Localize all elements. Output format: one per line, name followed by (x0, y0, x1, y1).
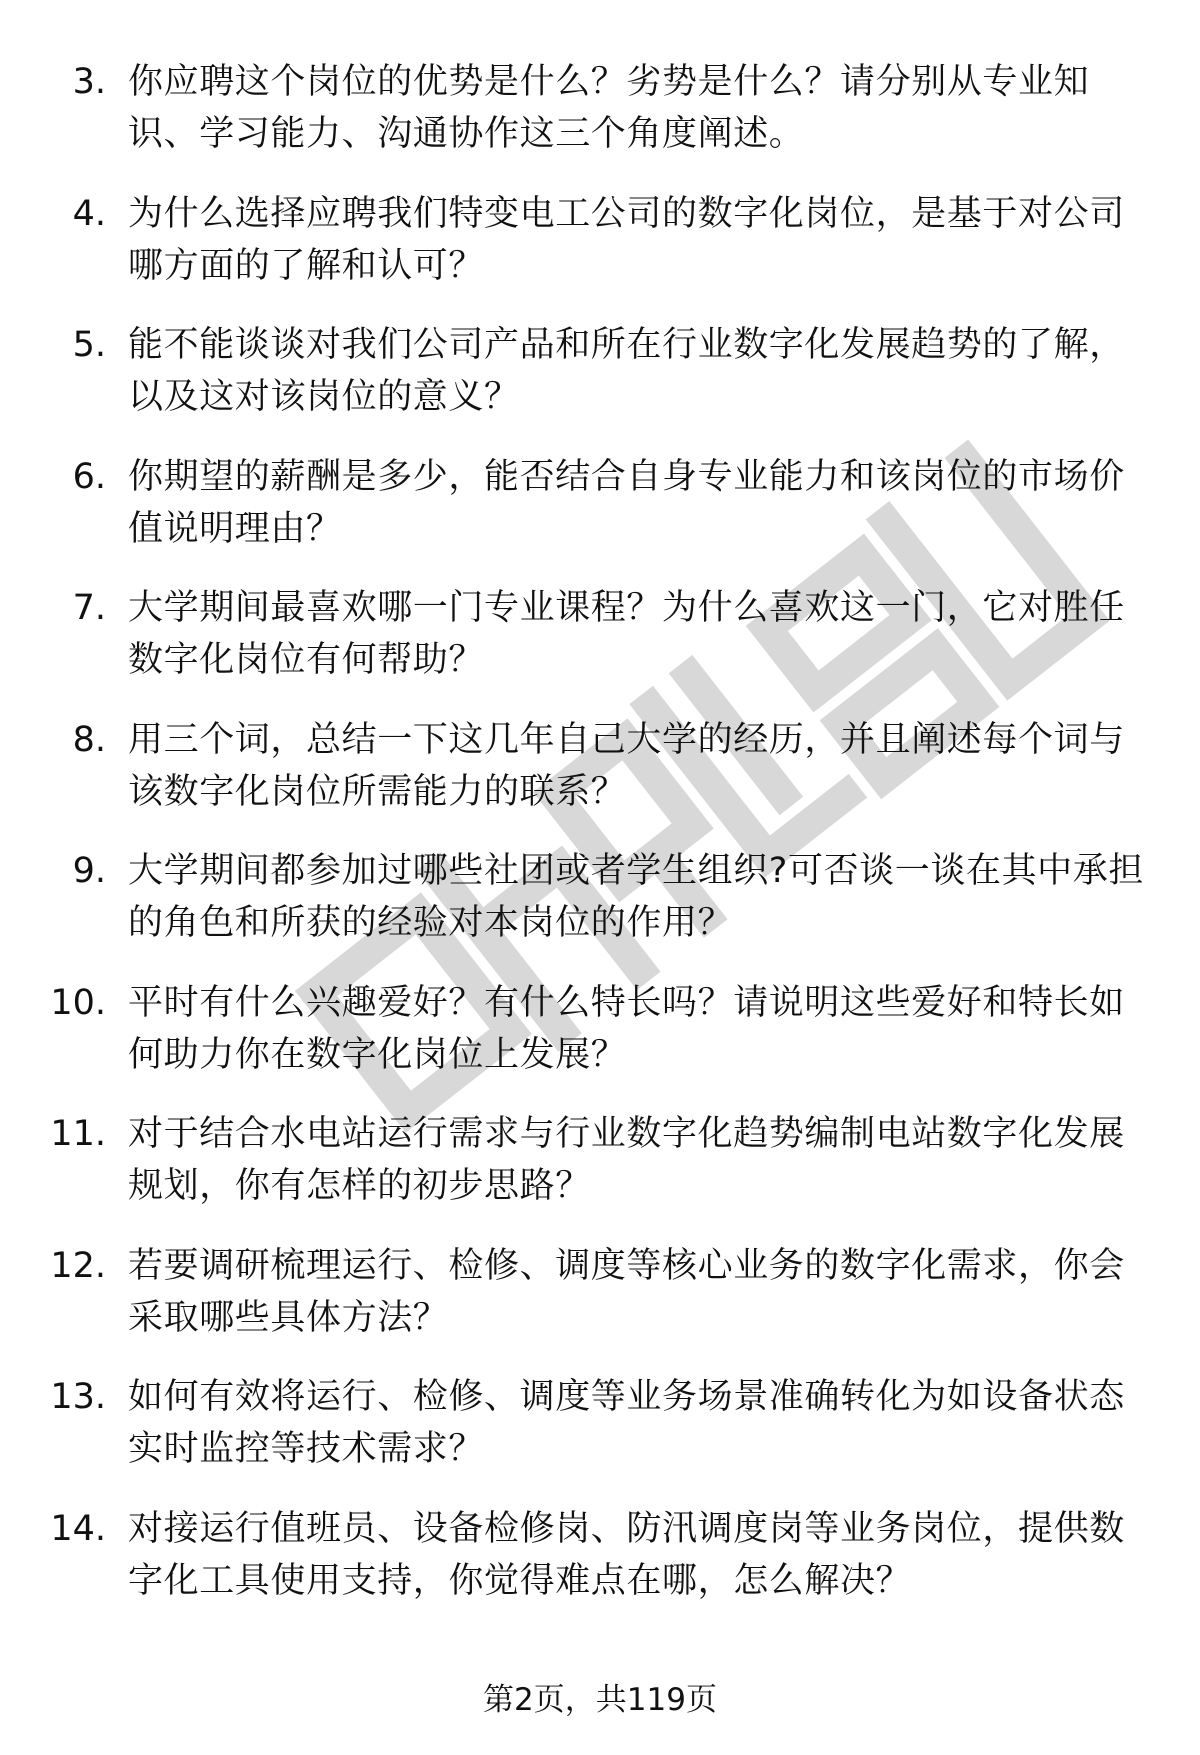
question-number: 13. (50, 1377, 106, 1417)
question-text: 大学期间都参加过哪些社团或者学生组织?可否谈一谈在其中承担的角色和所获的经验对本岗位的作用？ (128, 851, 1144, 943)
question-item (0, 1503, 1200, 1635)
page-indicator: 第2页，共119页 (483, 1682, 717, 1718)
question-number: 5. (72, 325, 106, 365)
question-text: 大学期间最喜欢哪一门专业课程？为什么喜欢这一门，它对胜任数字化岗位有何帮助？ (128, 588, 1125, 680)
question-item (0, 451, 1200, 583)
question-item (0, 1240, 1200, 1372)
question-text: 对接运行值班员、设备检修岗、防汛调度岗等业务岗位，提供数字化工具使用支持，你觉得难点在哪，怎么解决？ (128, 1508, 1125, 1601)
question-text: 对于结合水电站运行需求与行业数字化趋势编制电站数字化发展规划，你有怎样的初步思路？ (128, 1114, 1125, 1206)
question-text: 平时有什么兴趣爱好？有什么特长吗？请说明这些爱好和特长如何助力你在数字化岗位上发展？ (128, 982, 1125, 1075)
question-item (0, 56, 1200, 188)
question-number: 3. (72, 62, 106, 102)
question-text: 你期望的薪酬是多少，能否结合自身专业能力和该岗位的市场价值说明理由？ (128, 456, 1125, 549)
question-number: 6. (72, 456, 106, 497)
question-number: 9. (72, 851, 106, 891)
question-text: 为什么选择应聘我们特变电工公司的数字化岗位，是基于对公司哪方面的了解和认可？ (128, 193, 1125, 286)
question-item (0, 319, 1200, 451)
question-number: 10. (50, 982, 106, 1023)
question-number: 11. (50, 1114, 106, 1154)
question-number: 4. (72, 193, 106, 234)
question-text: 若要调研梳理运行、检修、调度等核心业务的数字化需求，你会采取哪些具体方法？ (128, 1245, 1125, 1338)
question-item (0, 1108, 1200, 1240)
question-text: 能不能谈谈对我们公司产品和所在行业数字化发展趋势的了解，以及这对该岗位的意义？ (128, 325, 1125, 417)
question-number: 7. (72, 588, 106, 628)
question-number: 14. (50, 1508, 106, 1549)
question-text: 用三个词，总结一下这几年自己大学的经历，并且阐述每个词与该数字化岗位所需能力的联系？ (128, 719, 1125, 812)
page-footer (0, 1678, 1200, 1722)
question-number: 12. (50, 1245, 106, 1286)
question-item (0, 188, 1200, 320)
question-text: 如何有效将运行、检修、调度等业务场景准确转化为如设备状态实时监控等技术需求？ (128, 1377, 1125, 1469)
question-item (0, 1371, 1200, 1503)
question-item (0, 714, 1200, 846)
question-text: 你应聘这个岗位的优势是什么？劣势是什么？请分别从专业知识、学习能力、沟通协作这三个角度阐述。 (128, 62, 1090, 154)
question-list (0, 56, 1200, 1634)
question-item (0, 845, 1200, 977)
question-item (0, 582, 1200, 714)
question-item (0, 977, 1200, 1109)
question-number: 8. (72, 719, 106, 760)
